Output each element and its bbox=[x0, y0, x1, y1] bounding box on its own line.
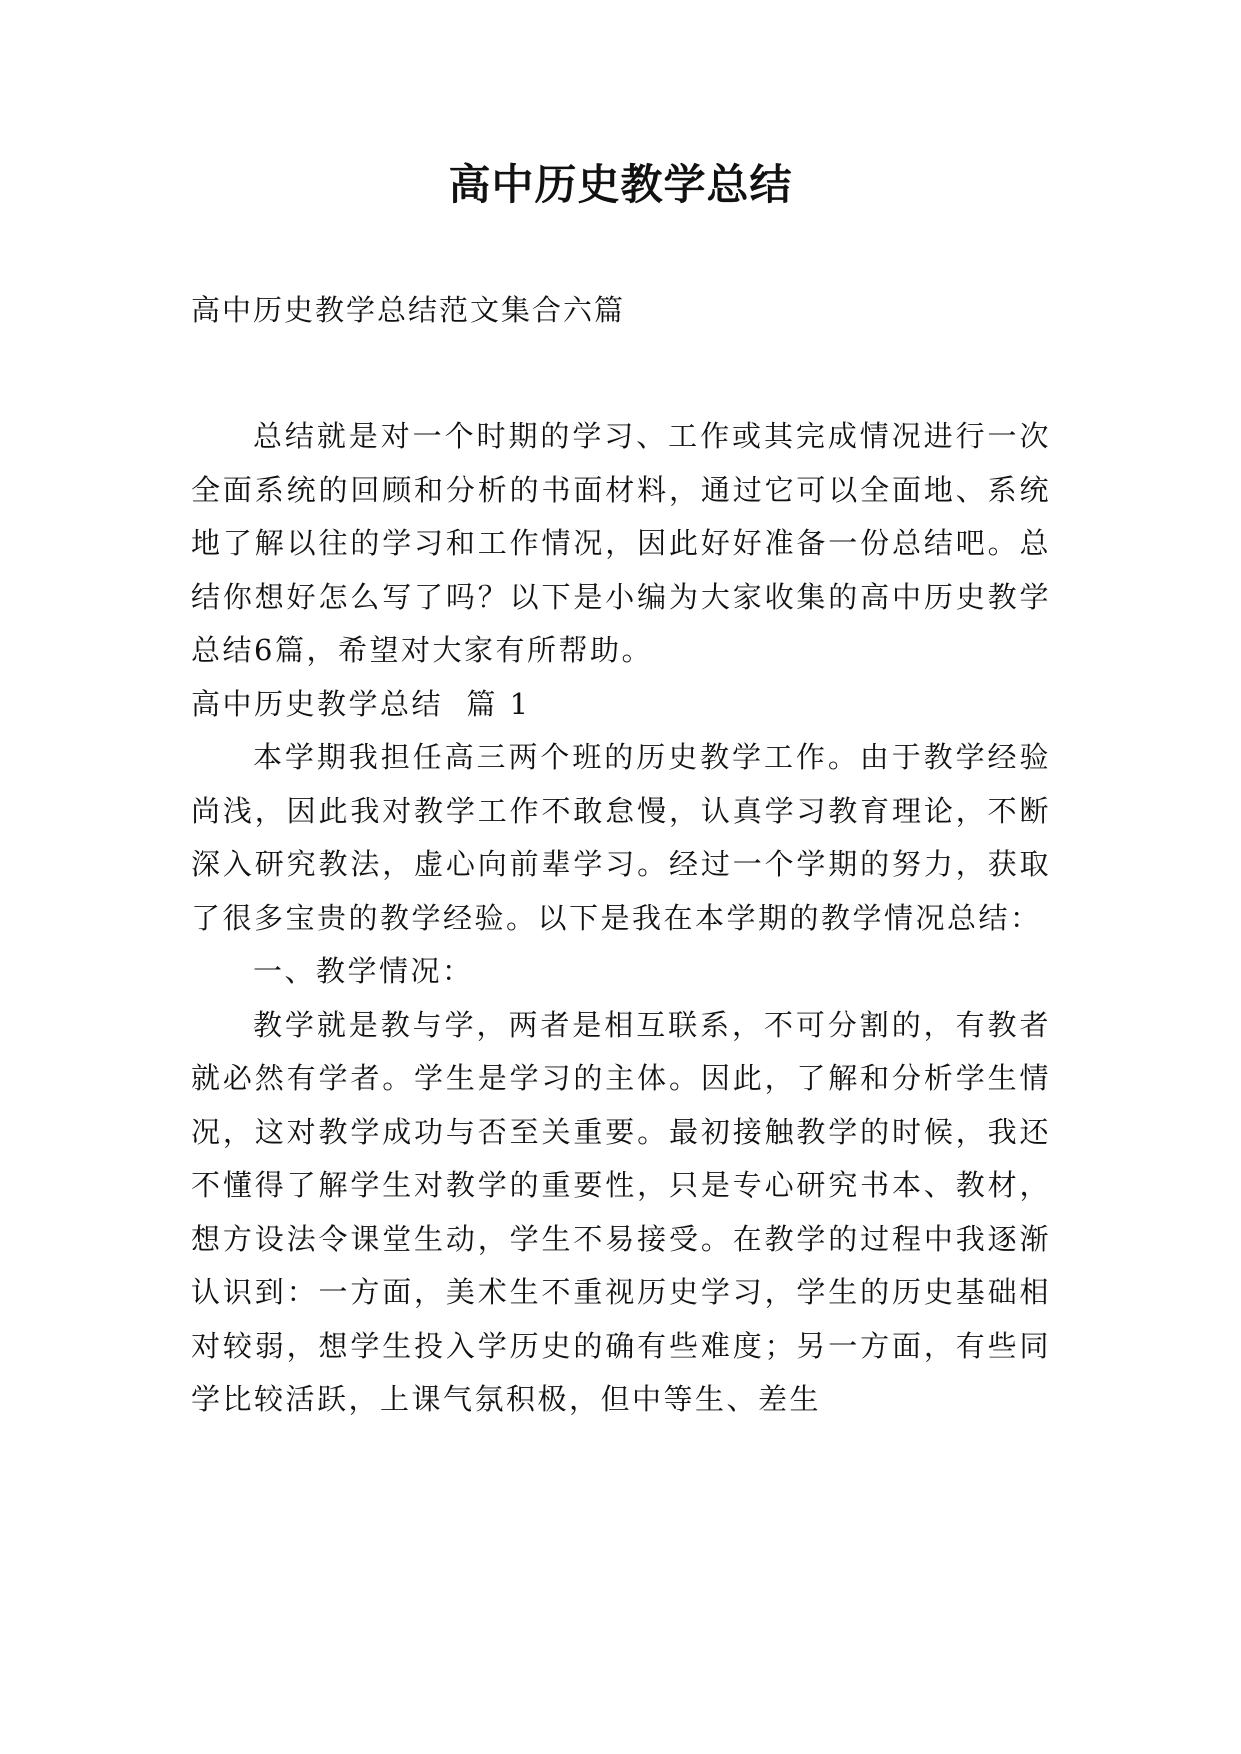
section-paragraph: 本学期我担任高三两个班的历史教学工作。由于教学经验尚浅，因此我对教学工作不敢怠慢，认真学习教育理论，不断深入研究教法，虚心向前辈学习。经过一个学期的努力，获取了很多宝贵的教学经验。以下是我在本学期的教学情况总结： bbox=[191, 740, 1051, 935]
intro-paragraph: 总结就是对一个时期的学习、工作或其完成情况进行一次全面系统的回顾和分析的书面材料，通过它可以全面地、系统地了解以往的学习和工作情况，因此好好准备一份总结吧。总结你想好怎么写了吗？以下是小编为大家收集的高中历史教学总结6篇，希望对大家有所帮助。 bbox=[191, 419, 1051, 667]
subheading: 一、教学情况： bbox=[253, 954, 474, 988]
document-title: 高中历史教学总结 bbox=[448, 160, 793, 209]
section-paragraph: 教学就是教与学，两者是相互联系，不可分割的，有教者就必然有学者。学生是学习的主体。因此，了解和分析学生情况，这对教学成功与否至关重要。最初接触教学的时候，我还不懂得了解学生对教学的重要性，只是专心研究书本、教材，想方设法令课堂生动，学生不易接受。在教学的过程中我逐渐认识到：一方面，美术生不重视历史学习，学生的历史基础相对较弱，想学生投入学历史的确有些难度；另一方面，有些同学比较活跃，上课气氛积极，但中等生、差生 bbox=[191, 1007, 1051, 1416]
document-subtitle: 高中历史教学总结范文集合六篇 bbox=[191, 293, 626, 327]
document-body bbox=[191, 410, 1051, 1427]
section-heading: 高中历史教学总结 篇 1 bbox=[191, 686, 531, 721]
